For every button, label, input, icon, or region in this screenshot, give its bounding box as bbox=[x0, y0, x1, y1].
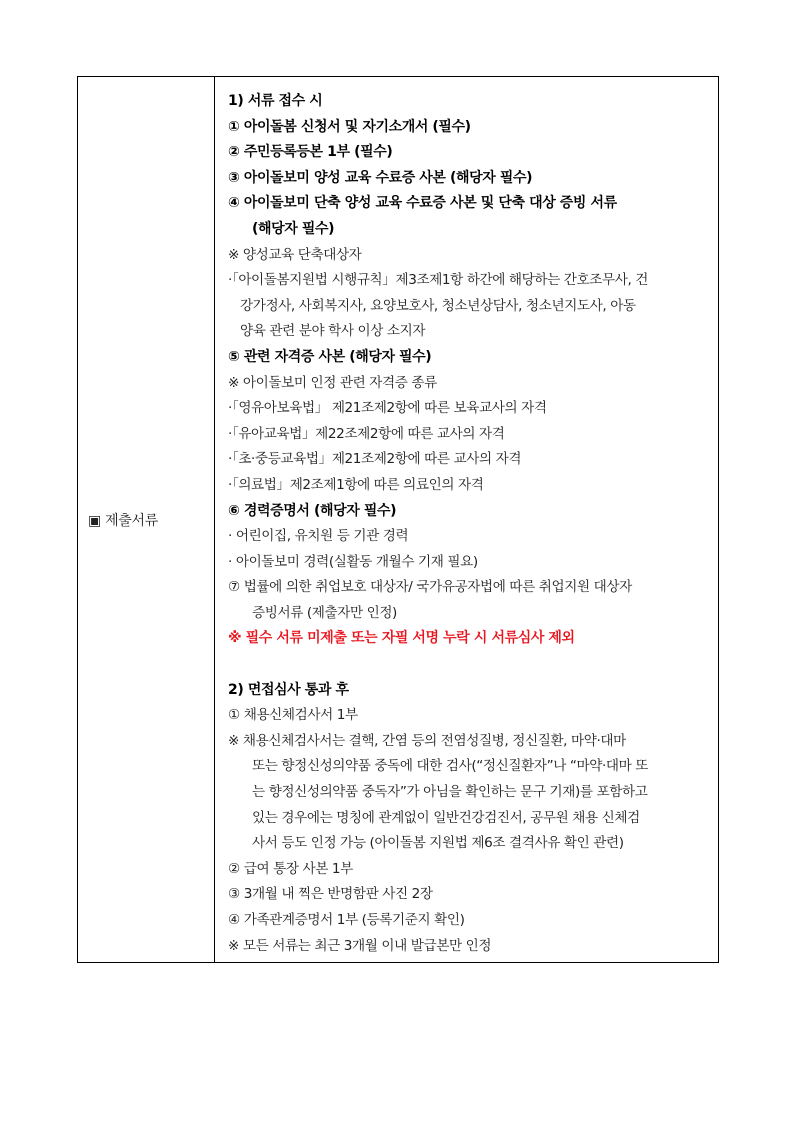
content-cell bbox=[215, 77, 718, 962]
note-line: ·「아이돌봄지원법 시행규칙」제3조제1항 하간에 해당하는 간호조무사, 건 bbox=[228, 272, 649, 289]
note-line: 는 향정신성의약품 중독자”가 아님을 확인하는 문구 기재)를 포함하고 bbox=[252, 784, 648, 801]
list-item-continued: 증빙서류 (제출자만 인정) bbox=[252, 604, 397, 621]
section-title: 1) 서류 접수 시 bbox=[228, 93, 323, 109]
note: ※ 모든 서류는 최근 3개월 이내 발급본만 인정 bbox=[228, 937, 492, 954]
list-item: ⑦ 법률에 의한 취업보호 대상자/ 국가유공자법에 따른 취업지원 대상자 bbox=[228, 579, 632, 596]
note-line: ·「유아교육법」제22조제2항에 따른 교사의 자격 bbox=[228, 425, 505, 442]
list-item-continued: (해당자 필수) bbox=[252, 220, 335, 237]
list-item: ② 급여 통장 사본 1부 bbox=[228, 860, 353, 877]
note-line: · 아이돌보미 경력(실활동 개월수 기재 필요) bbox=[228, 553, 478, 570]
note-line: 양육 관련 분야 학사 이상 소지자 bbox=[240, 323, 426, 340]
note-line: ※ 채용신체검사서는 결핵, 간염 등의 전염성질병, 정신질환, 마약·대마 bbox=[228, 732, 626, 749]
list-item: ⑥ 경력증명서 (해당자 필수) bbox=[228, 502, 397, 519]
category-cell bbox=[78, 77, 215, 962]
list-item: ③ 3개월 내 찍은 반명함판 사진 2장 bbox=[228, 886, 433, 903]
note-line: ·「초·중등교육법」제21조제2항에 따른 교사의 자격 bbox=[228, 451, 522, 468]
list-item: ⑤ 관련 자격증 사본 (해당자 필수) bbox=[228, 348, 432, 365]
list-item: ① 아이돌봄 신청서 및 자기소개서 (필수) bbox=[228, 118, 471, 135]
documents-table bbox=[77, 76, 719, 963]
list-item: ④ 가족관계증명서 1부 (등록기준지 확인) bbox=[228, 912, 465, 928]
section-title: 2) 면접심사 통과 후 bbox=[228, 681, 349, 698]
note-line: ·「영유아보육법」 제21조제2항에 따른 보육교사의 자격 bbox=[228, 400, 547, 417]
note-line: 있는 경우에는 명칭에 관계없이 일반건강검진서, 공무원 채용 신체검 bbox=[252, 809, 640, 826]
category-label: ▣ 제출서류 bbox=[88, 512, 158, 529]
list-item: ③ 아이돌보미 양성 교육 수료증 사본 (해당자 필수) bbox=[228, 169, 533, 186]
spacer bbox=[228, 652, 710, 678]
note-line: ·「의료법」제2조제1항에 따른 의료인의 자격 bbox=[228, 476, 484, 493]
warning-text: ※ 필수 서류 미제출 또는 자필 서명 누락 시 서류심사 제외 bbox=[228, 630, 575, 647]
note: ※ 양성교육 단축대상자 bbox=[228, 246, 362, 263]
list-item: ④ 아이돌보미 단축 양성 교육 수료증 사본 및 단축 대상 증빙 서류 bbox=[228, 195, 617, 212]
list-item: ① 채용신체검사서 1부 bbox=[228, 707, 358, 724]
note-line: · 어린이집, 유치원 등 기관 경력 bbox=[228, 528, 409, 545]
note-line: 강가정사, 사회복지사, 요양보호사, 청소년상담사, 청소년지도사, 아동 bbox=[240, 297, 636, 314]
list-item: ② 주민등록등본 1부 (필수) bbox=[228, 144, 393, 161]
note-line: 사서 등도 인정 가능 (아이돌봄 지원법 제6조 결격사유 확인 관련) bbox=[252, 835, 624, 852]
note: ※ 아이돌보미 인정 관련 자격증 종류 bbox=[228, 374, 437, 391]
note-line: 또는 향정신성의약품 중독에 대한 검사(“정신질환자”나 “마약·대마 또 bbox=[252, 758, 649, 775]
